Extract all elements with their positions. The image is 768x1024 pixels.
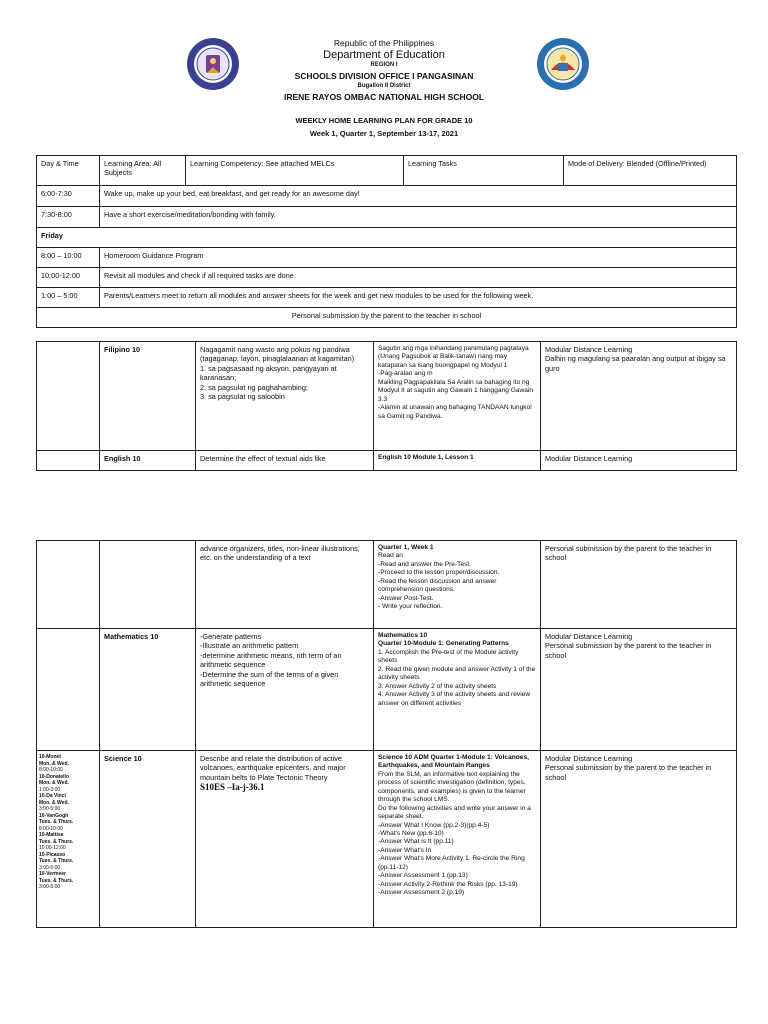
mode-science: Modular Distance Learning Personal submission by the parent to the teacher in school <box>541 751 737 928</box>
region-label: REGION I <box>370 62 398 68</box>
time-cell <box>37 629 100 751</box>
section-days: Mon. & Wed. <box>39 780 69 786</box>
tasks-title: Mathematics 10 Quarter 10-Module 1: Generating Patterns <box>378 632 509 648</box>
section-time: 3:00-5:00 <box>39 864 61 871</box>
competency-text: Describe and relate the distribution of active volcanoes, earthquake epicenters, and major mountain belts to Plate Tectonic Theory <box>200 754 346 782</box>
header-competency: Learning Competency: See attached MELCs <box>186 156 404 186</box>
section-time: 1:00-3:00 <box>39 786 61 793</box>
time-cell <box>37 451 100 471</box>
mode-math: Modular Distance Learning Personal submission by the parent to the teacher in school <box>541 629 737 751</box>
competency-filipino: Nagagamit nang wasto ang pokus ng pandiwa (tagaganap, layon, pinaglalaanan at kagamitan) 1. sa pagsasaad ng aksyon, pangyayari at karanasan; 2. sa pagsulat ng paghahambing; 3. sa pagsulat ng saloobin <box>196 342 374 451</box>
tasks-body: 1. Accomplish the Pre-test of the Module activity sheets 2. Read the given module and answer Activity 1 of the activity sheets 3. Answer Activity 2 of the activity sheets 4. Answer Activity 3 of the activity sheets and review answer on different activities <box>378 648 536 707</box>
tasks-english-cont <box>374 541 541 629</box>
row-activity: Wake up, make up your bed, eat breakfast, and get ready for an awesome day! <box>100 186 737 207</box>
subjects-table-part2 <box>36 540 737 928</box>
section-name: 10-Mattise <box>39 832 64 838</box>
science-schedule <box>37 751 100 928</box>
competency-math: -Generate patterns -Illustrate an arithmetic pattern -determine arithmetic means, nth term of an arithmetic sequence -Determine the sum of the terms of a given arithmetic sequence <box>196 629 374 751</box>
row-activity: Homeroom Guidance Program <box>100 248 737 268</box>
section-time: 10:00-12:00 <box>39 845 66 851</box>
competency-science <box>196 751 374 928</box>
schedule-entry <box>39 754 97 774</box>
row-time: 8:00 – 10:00 <box>37 248 100 268</box>
section-days: Tues. & Thurs. <box>39 858 74 864</box>
table-row <box>37 541 737 629</box>
competency-english: Determine the effect of textual aids like <box>196 451 374 471</box>
section-time: 8:00-10:00 <box>39 767 63 773</box>
time-cell <box>37 541 100 629</box>
schedule-header-row <box>37 156 737 186</box>
schedule-table <box>36 155 737 328</box>
table-row <box>37 268 737 288</box>
subject-cell <box>100 541 196 629</box>
table-row <box>37 288 737 308</box>
schedule-entry <box>39 871 97 891</box>
header-day-time: Day & Time <box>37 156 100 186</box>
schedule-entry <box>39 793 97 813</box>
subject-science: Science 10 <box>100 751 196 928</box>
section-time: 3:00-5:00 <box>39 806 61 812</box>
section-name: 10-Picasso <box>39 851 66 858</box>
section-name: 10-Da Vinci <box>39 793 66 799</box>
header-tasks: Learning Tasks <box>404 156 564 186</box>
day-label: Friday <box>37 228 737 248</box>
section-name: 10-Donatello <box>39 773 70 780</box>
header-learning-area: Learning Area: All Subjects <box>100 156 186 186</box>
table-row <box>37 342 737 451</box>
competency-code: S10ES –Ia-j-36.1 <box>200 782 265 793</box>
header-mode: Mode of Delivery: Blended (Offline/Printed) <box>564 156 737 186</box>
schedule-entry <box>39 852 97 872</box>
row-time: 10:00-12:00 <box>37 268 100 288</box>
competency-english-cont: advance organizers, titles, non-linear illustrations, etc. on the understanding of a text <box>196 541 374 629</box>
tasks-title: Quarter 1, Week 1 <box>378 544 434 551</box>
week-label: Week 1, Quarter 1, September 13-17, 2021 <box>309 129 459 138</box>
subjects-table-part1 <box>36 341 737 471</box>
time-cell <box>37 342 100 451</box>
district-label: Bugallon II District <box>357 83 411 89</box>
table-row <box>37 629 737 751</box>
tasks-english: English 10 Module 1, Lesson 1 <box>374 451 541 471</box>
section-name: 10-Vermeer <box>39 871 66 877</box>
mode-filipino: Modular Distance Learning Dalhin ng magulang sa paaralan ang output at ibigay sa guro <box>541 342 737 451</box>
row-activity: Parents/Learners meet to return all modules and answer sheets for the week and get new modules to be used for the following week. <box>100 288 737 308</box>
row-time: 6:00-7:30 <box>37 186 100 207</box>
schedule-footer-row <box>37 308 737 328</box>
subject-math: Mathematics 10 <box>100 629 196 751</box>
row-activity: Have a short exercise/meditation/bonding with family. <box>100 207 737 228</box>
plan-title: WEEKLY HOME LEARNING PLAN FOR GRADE 10 <box>295 116 473 125</box>
section-days: Mon. & Wed. <box>39 799 69 806</box>
subject-english: English 10 <box>100 451 196 471</box>
subject-filipino: Filipino 10 <box>100 342 196 451</box>
school-name: IRENE RAYOS OMBAC NATIONAL HIGH SCHOOL <box>283 92 485 102</box>
table-row <box>37 248 737 268</box>
row-time: 1:00 – 5:00 <box>37 288 100 308</box>
section-name: 10-Monet <box>39 754 61 760</box>
schedule-entry <box>39 813 97 833</box>
tasks-filipino: Sagutin ang mga inihandang panimulang pagtataya (Unang Pagsubok at Balik-tanaw) nang may katapatan sa isang buongpapel ng Modyul 1 -Pag-aralan ang m Maikling Pagpapakilala Sa Aralin sa bahaging ito ng Modyul II at sagutin ang Gawain 1 hanggang Gawain 3.3 -Alamin at unawain ang bahaging TANDAAN tungkol sa Gamit ng Pandiwa. <box>374 342 541 451</box>
tasks-science <box>374 751 541 928</box>
row-activity: Revisit all modules and check if all required tasks are done. <box>100 268 737 288</box>
section-time: 8:00-10:00 <box>39 825 63 832</box>
table-row <box>37 451 737 471</box>
section-days: Tues. & Thurs. <box>39 838 74 845</box>
schedule-entry <box>39 832 97 852</box>
section-days: Tues. & Thurs. <box>39 819 74 825</box>
schedule-entry <box>39 774 97 794</box>
tasks-body: From the SLM, an informative text explaining the process of scientific investigation (definition, types, components, and examples) is given to the learner through the school LMS. Do the following activities and write your answer in a separate sheet. -Answer What I Know (pp.2-3)(pp.4-5) -What's New (pp.6-10) -Answer What is It (pp.11) -Answer What's In -Answer What's More Activity 1. Re-circle the Ring (pp.11-12) -Answer Assessment 1 (pp.13) -Answer Activity 2-Rethink the Risks (pp. 13-19) -Answer Assessment 2 (p.19) <box>378 770 531 896</box>
mode-english: Modular Distance Learning <box>541 451 737 471</box>
section-time: 3:00-5:00 <box>39 884 61 890</box>
table-row <box>37 751 737 928</box>
table-row <box>37 186 737 207</box>
schedule-footer: Personal submission by the parent to the teacher in school <box>37 308 737 328</box>
tasks-title: Science 10 ADM Quarter 1-Module 1: Volcanoes, Earthquakes, and Mountain Ranges <box>378 754 529 770</box>
section-name: 10-VanGogh <box>39 812 69 819</box>
department-label: Department of Education <box>323 49 445 61</box>
republic-label: Republic of the Philippines <box>333 38 435 48</box>
row-time: 7:30-8:00 <box>37 207 100 228</box>
tasks-body: Read an -Read and answer the Pre-Test. -Proceed to the lesson proper/discussion. -Read the lesson discussion and answer comprehension questions. -Answer Post-Test. - Write your reflection. <box>378 552 500 611</box>
table-row <box>37 207 737 228</box>
division-label: SCHOOLS DIVISION OFFICE I PANGASINAN <box>294 71 474 81</box>
day-row <box>37 228 737 248</box>
mode-english-cont: Personal submission by the parent to the teacher in school <box>541 541 737 629</box>
section-days: Tues. & Thurs. <box>39 877 74 884</box>
tasks-math <box>374 629 541 751</box>
section-days: Mon. & Wed. <box>39 760 69 767</box>
